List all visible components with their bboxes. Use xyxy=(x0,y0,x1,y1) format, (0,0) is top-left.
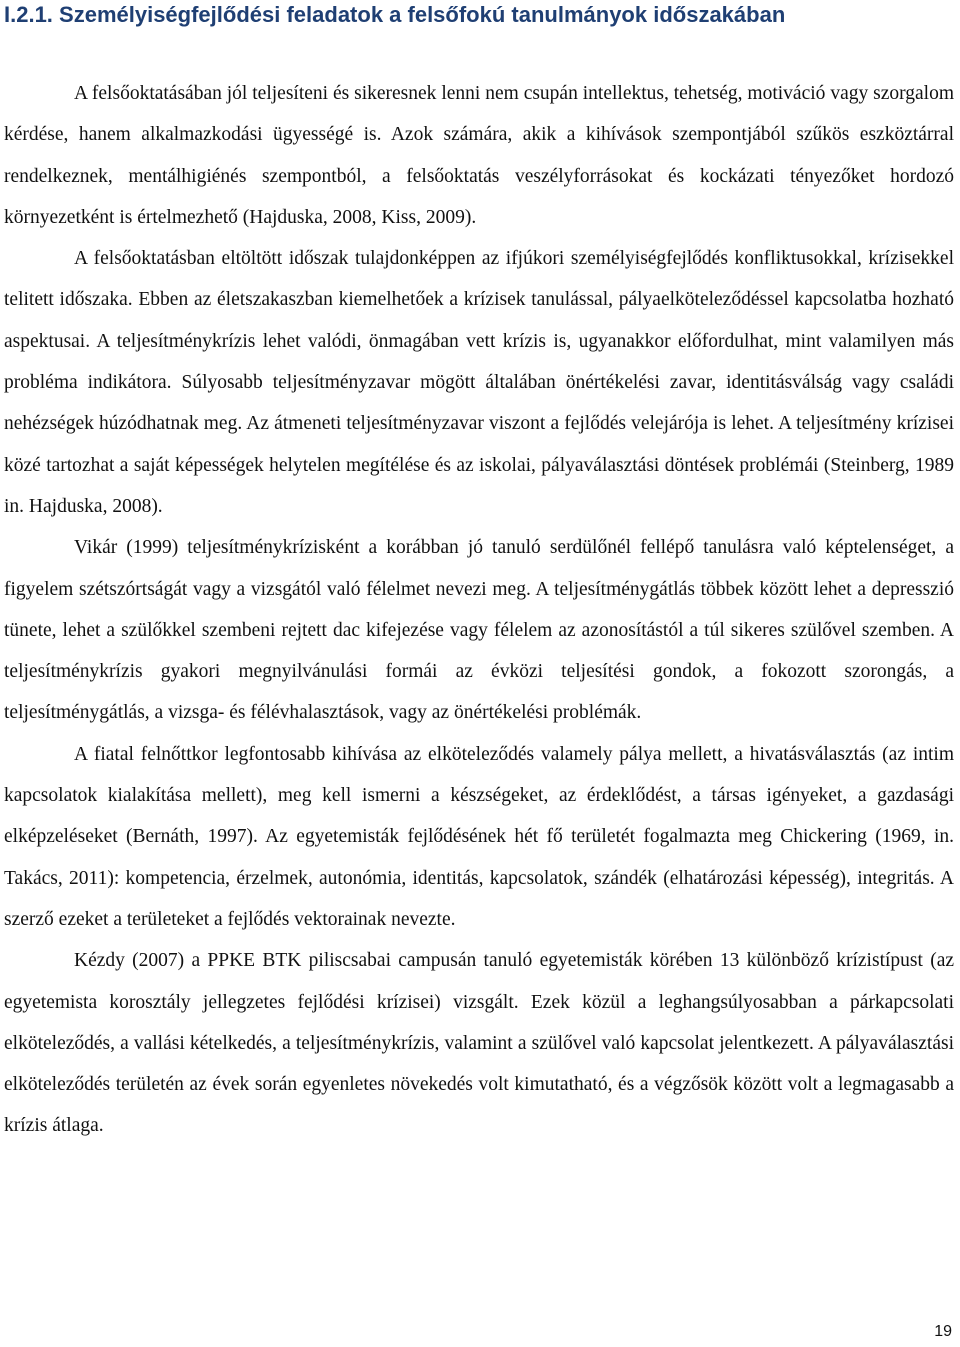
paragraph-2: A felsőoktatásban eltöltött időszak tulajdonképpen az ifjúkori személyiségfejlődés konfliktusokkal, krízisekkel telitett időszaka. Ebben az életszakaszban kiemelhetőek a krízisek tanulással, pályaelköteleződéssel kapcsolatba hozható aspektusai. A teljesítménykrízis lehet valódi, önmagában vett krízis is, ugyanakkor előfordulhat, mint valamilyen más probléma indikátora. Súlyosabb teljesítményzavar mögött általában önértékelési zavar, identitásválság vagy családi nehézségek húzódhatnak meg. Az átmeneti teljesítményzavar viszont a fejlődés velejárója is lehet. A teljesítmény krízisei közé tartozhat a saját képességek helytelen megítélése és az iskolai, pályaválasztási döntések problémái (Steinberg, 1989 in. Hajduska, 2008). xyxy=(4,248,954,517)
paragraph-5: Kézdy (2007) a PPKE BTK piliscsabai campusán tanuló egyetemisták körében 13 különböző krízistípust (az egyetemista korosztály jellegzetes fejlődési krízisei) vizsgált. Ezek közül a leghangsúlyosabban a párkapcsolati elköteleződés, a vallási kételkedés, a teljesítménykrízis, valamint a szülővel való kapcsolat jelentkezett. A pályaválasztási elköteleződés területén az évek során egyenletes növekedés volt kimutatható, és a végzősök között volt a legmagasabb a krízis átlaga. xyxy=(4,950,954,1137)
body-text xyxy=(4,73,954,1147)
paragraph-4: A fiatal felnőttkor legfontosabb kihívása az elköteleződés valamely pálya mellett, a hivatásválasztás (az intim kapcsolatok kialakítása mellett), meg kell ismerni a készségeket, az érdeklődést, a társas igényeket, a gazdasági elképzeléseket (Bernáth, 1997). Az egyetemisták fejlődésének hét fő területét fogalmazta meg Chickering (1969, in. Takács, 2011): kompetencia, érzelmek, autonómia, identitás, kapcsolatok, szándék (elhatározási képesség), integritás. A szerző ezeket a területeket a fejlődés vektorainak nevezte. xyxy=(4,743,954,930)
section-heading: I.2.1. Személyiségfejlődési feladatok a felsőfokú tanulmányok időszakában xyxy=(4,2,786,27)
page-number: 19 xyxy=(934,1323,952,1340)
paragraph-3: Vikár (1999) teljesítménykrízisként a korábban jó tanuló serdülőnél fellépő tanulásra való képtelenséget, a figyelem szétszórtságát vagy a vizsgától való félelmet nevezi meg. A teljesítménygátlás többek között lehet a depresszió tünete, lehet a szülőkkel szembeni rejtett dac kifejezése vagy félelem az azonosítástól a túl sikeres szülővel szemben. A teljesítménykrízis gyakori megnyilvánulási formái az évközi teljesítési gondok, a fokozott szorongás, a teljesítménygátlás, a vizsga- és félévhalasztások, vagy az önértékelési problémák. xyxy=(4,537,954,724)
paragraph-1: A felsőoktatásában jól teljesíteni és sikeresnek lenni nem csupán intellektus, tehetség, motiváció vagy szorgalom kérdése, hanem alkalmazkodási ügyességé is. Azok számára, akik a kihívások szempontjából szűkös eszköztárral rendelkeznek, mentálhigiénés szempontból, a felsőoktatás veszélyforrásokat és kockázati tényezőket hordozó környezetként is értelmezhető (Hajduska, 2008, Kiss, 2009). xyxy=(4,83,954,228)
